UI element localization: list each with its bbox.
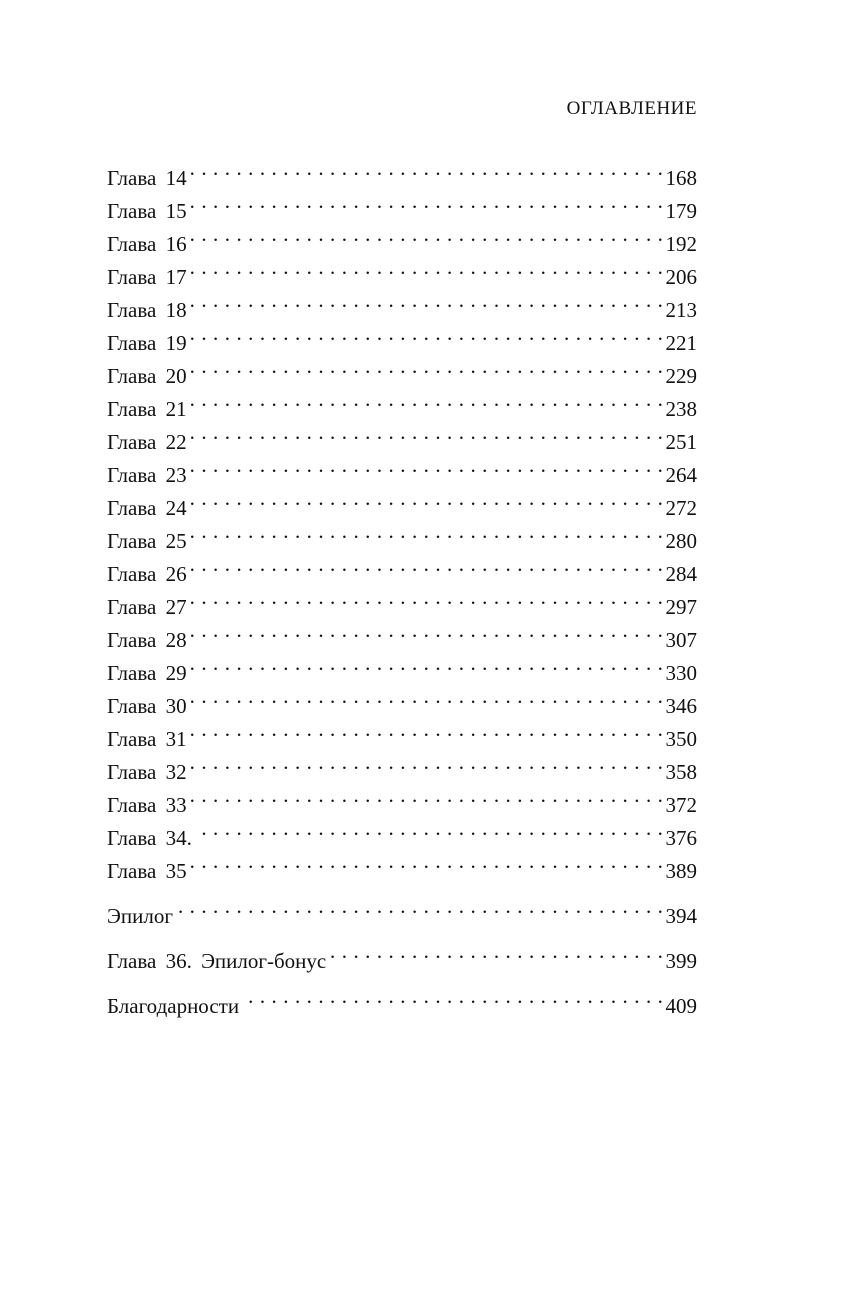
toc-entry-title: Глава 34. <box>107 826 192 850</box>
toc-dot-leader <box>191 251 664 284</box>
toc-entry-title: Глава 24 <box>107 496 187 520</box>
toc-entry-page: 307 <box>665 628 697 652</box>
toc-entry[interactable] <box>107 680 697 718</box>
toc-entry-title: Глава 17 <box>107 265 187 289</box>
toc-entry-page: 179 <box>665 199 697 223</box>
toc-dot-leader <box>191 416 664 449</box>
toc-entry-title: Глава 33 <box>107 793 187 817</box>
toc-entry-title: Глава 31 <box>107 727 187 751</box>
toc-dot-leader <box>191 152 664 185</box>
toc-entry-page: 272 <box>665 496 697 520</box>
toc-entry-page: 284 <box>665 562 697 586</box>
toc-entry-title: Глава 20 <box>107 364 187 388</box>
toc-dot-leader <box>191 218 664 251</box>
toc-entry-title: Благодарности <box>107 994 240 1018</box>
toc-entry-title: Глава 32 <box>107 760 187 784</box>
toc-entry-page: 389 <box>665 859 697 883</box>
toc-entry-title: Глава 28 <box>107 628 187 652</box>
toc-entry-title: Глава 26 <box>107 562 187 586</box>
toc-entry-page: 372 <box>665 793 697 817</box>
toc-entry-page: 409 <box>665 994 697 1018</box>
toc-entry-page: 330 <box>665 661 697 685</box>
toc-entry-title: Глава 14 <box>107 166 187 190</box>
toc-entry[interactable] <box>107 812 697 850</box>
toc-dot-leader <box>191 185 664 218</box>
toc-entry-page: 229 <box>665 364 697 388</box>
toc-dot-leader <box>191 713 664 746</box>
toc-entry[interactable] <box>107 416 697 454</box>
toc-dot-leader <box>196 812 664 845</box>
toc-dot-leader <box>191 482 664 515</box>
toc-entry-page: 221 <box>665 331 697 355</box>
toc-entry[interactable] <box>107 218 697 256</box>
toc-entry-title: Глава 23 <box>107 463 187 487</box>
toc-entry-title: Глава 18 <box>107 298 187 322</box>
toc-entry[interactable] <box>107 647 697 685</box>
toc-entry-page: 264 <box>665 463 697 487</box>
toc-entry-page: 213 <box>665 298 697 322</box>
toc-entry[interactable] <box>107 845 697 883</box>
toc-entry-title: Глава 35 <box>107 859 187 883</box>
toc-entry-page: 297 <box>665 595 697 619</box>
toc-dot-leader <box>191 284 664 317</box>
toc-dot-leader <box>243 980 663 1013</box>
toc-dot-leader <box>191 581 664 614</box>
toc-dot-leader <box>191 680 664 713</box>
toc-entry-acknowledgements[interactable] <box>107 980 697 1018</box>
toc-entry-title: Глава 29 <box>107 661 187 685</box>
toc-entry-page: 399 <box>665 949 697 973</box>
toc-entry-title: Глава 15 <box>107 199 187 223</box>
toc-dot-leader <box>191 515 664 548</box>
toc-entry[interactable] <box>107 383 697 421</box>
toc-entry[interactable] <box>107 350 697 388</box>
toc-entry[interactable] <box>107 482 697 520</box>
toc-entry[interactable] <box>107 746 697 784</box>
toc-dot-leader <box>191 647 664 680</box>
toc-entry[interactable] <box>107 185 697 223</box>
toc-entry-title: Глава 25 <box>107 529 187 553</box>
toc-entry-title: Эпилог <box>107 904 173 928</box>
toc-entry-page: 394 <box>665 904 697 928</box>
toc-entry-title: Глава 22 <box>107 430 187 454</box>
toc-entry[interactable] <box>107 251 697 289</box>
toc-entry[interactable] <box>107 779 697 817</box>
toc-dot-leader <box>177 890 664 923</box>
table-of-contents <box>107 152 697 1018</box>
toc-entry[interactable] <box>107 581 697 619</box>
toc-entry-title: Глава 36. Эпилог-бонус <box>107 949 327 973</box>
toc-entry-epilogue[interactable] <box>107 890 697 928</box>
toc-entry-page: 238 <box>665 397 697 421</box>
toc-entry-page: 346 <box>665 694 697 718</box>
toc-entry-page: 251 <box>665 430 697 454</box>
toc-dot-leader <box>191 845 664 878</box>
toc-entry-page: 192 <box>665 232 697 256</box>
toc-entry-page: 350 <box>665 727 697 751</box>
toc-entry-page: 376 <box>665 826 697 850</box>
toc-entry-title: Глава 30 <box>107 694 187 718</box>
toc-entry-page: 168 <box>665 166 697 190</box>
toc-dot-leader <box>191 317 664 350</box>
toc-entry[interactable] <box>107 548 697 586</box>
toc-dot-leader <box>191 383 664 416</box>
toc-entry-page: 206 <box>665 265 697 289</box>
toc-dot-leader <box>330 935 663 968</box>
toc-dot-leader <box>191 779 664 812</box>
toc-entry-title: Глава 16 <box>107 232 187 256</box>
toc-entry[interactable] <box>107 284 697 322</box>
toc-dot-leader <box>191 350 664 383</box>
toc-dot-leader <box>191 746 664 779</box>
toc-entry-title: Глава 27 <box>107 595 187 619</box>
toc-entry-page: 280 <box>665 529 697 553</box>
toc-entry-page: 358 <box>665 760 697 784</box>
toc-entry[interactable] <box>107 614 697 652</box>
toc-dot-leader <box>191 548 664 581</box>
toc-entry[interactable] <box>107 713 697 751</box>
toc-dot-leader <box>191 614 664 647</box>
toc-entry[interactable] <box>107 317 697 355</box>
toc-entry-title: Глава 19 <box>107 331 187 355</box>
toc-entry[interactable] <box>107 515 697 553</box>
toc-entry[interactable] <box>107 449 697 487</box>
toc-dot-leader <box>191 449 664 482</box>
toc-entry-title: Глава 21 <box>107 397 187 421</box>
page-header-title: ОГЛАВЛЕНИЕ <box>566 98 697 119</box>
toc-entry-bonus-epilogue[interactable] <box>107 935 697 973</box>
toc-entry[interactable] <box>107 152 697 190</box>
